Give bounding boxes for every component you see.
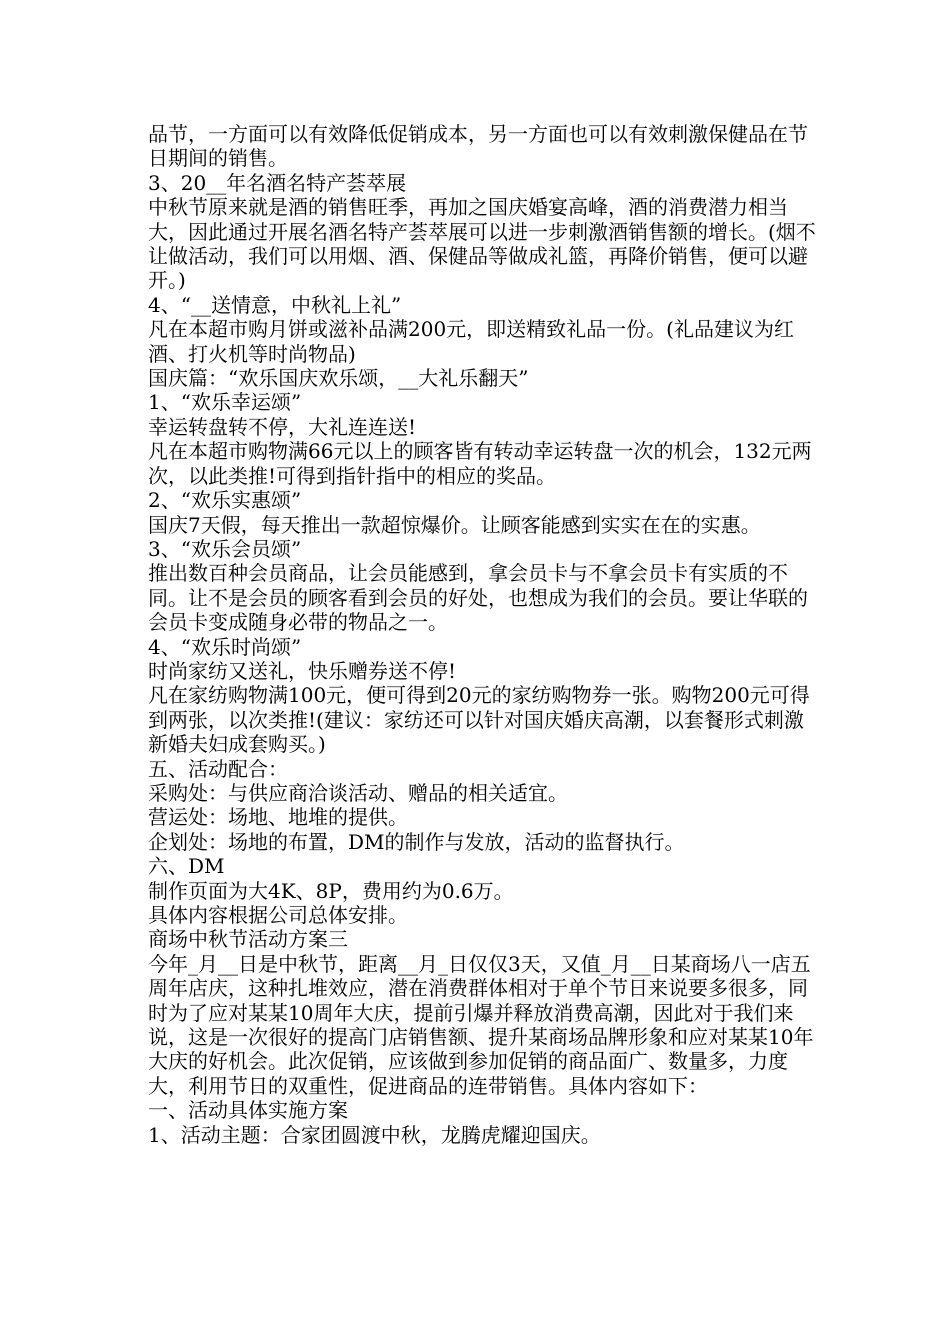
paragraph: 采购处：与供应商洽谈活动、赠品的相关适宜。 [148,780,568,805]
section-heading: 3、“欢乐会员颂” [148,536,302,561]
paragraph: 时尚家纺又送礼，快乐赠券送不停! [148,658,457,683]
paragraph: 1、活动主题：合家团圆渡中秋，龙腾虎耀迎国庆。 [148,1122,601,1147]
section-heading: 4、“__送情意，中秋礼上礼” [148,292,402,317]
paragraph: 推出数百种会员商品，让会员能感到，拿会员卡与不拿会员卡有实质的不同。让不是会员的顾客看到会员的好处，也想成为我们的会员。要让华联的会员卡变成随身必带的物品之一。 [148,561,808,635]
paragraph: 幸运转盘转不停，大礼连连送! [148,414,417,439]
paragraph: 企划处：场地的布置，DM的制作与发放，活动的监督执行。 [148,829,685,854]
paragraph: 营运处：场地、地堆的提供。 [148,805,408,830]
section-heading: 五、活动配合： [148,756,288,781]
section-heading: 1、“欢乐幸运颂” [148,390,302,415]
paragraph: 凡在本超市购物满66元以上的顾客皆有转动幸运转盘一次的机会，132元两次，以此类推!可得到指针指中的相应的奖品。 [148,439,812,488]
section-heading: 4、“欢乐时尚颂” [148,634,302,659]
section-heading: 六、DM [148,854,225,879]
paragraph: 品节，一方面可以有效降低促销成本，另一方面也可以有效刺激保健品在节日期间的销售。 [148,122,808,171]
section-heading: 3、20__年名酒名特产荟萃展 [148,170,407,195]
section-heading: 商场中秋节活动方案三 [148,927,348,952]
section-heading: 国庆篇：“欢乐国庆欢乐颂，__大礼乐翻天” [148,366,529,391]
section-heading: 一、活动具体实施方案 [148,1098,348,1123]
paragraph: 制作页面为大4K、8P，费用约为0.6万。 [148,878,514,903]
paragraph: 中秋节原来就是酒的销售旺季，再加之国庆婚宴高峰，酒的消费潜力相当大，因此通过开展名酒名特产荟萃展可以进一步刺激酒销售额的增长。(烟不让做活动，我们可以用烟、酒、保健品等做成礼篮，再降价销售，便可以避开。) [148,195,816,293]
paragraph: 凡在本超市购月饼或滋补品满200元，即送精致礼品一份。(礼品建议为红酒、打火机等时尚物品) [148,317,794,366]
section-heading: 2、“欢乐实惠颂” [148,488,302,513]
paragraph: 今年_月__日是中秋节，距离__月_日仅仅3天，又值_月__日某商场八一店五周年店庆，这种扎堆效应，潜在消费群体相对于单个节日来说要多很多，同时为了应对某某10周年大庆，提前引爆并释放消费高潮，因此对于我们来说，这是一次很好的提高门店销售额、提升某商场品牌形象和应对某某10年大庆的好机会。此次促销，应该做到参加促销的商品面广、数量多，力度大，利用节日的双重性，促进商品的连带销售。具体内容如下： [148,951,814,1098]
document-page [148,122,818,1147]
paragraph: 国庆7天假，每天推出一款超惊爆价。让顾客能感到实实在在的实惠。 [148,512,761,537]
paragraph: 凡在家纺购物满100元，便可得到20元的家纺购物券一张。购物200元可得到两张，以次类推!(建议：家纺还可以针对国庆婚庆高潮，以套餐形式刺激新婚夫妇成套购买。) [148,683,810,757]
paragraph: 具体内容根据公司总体安排。 [148,903,408,927]
